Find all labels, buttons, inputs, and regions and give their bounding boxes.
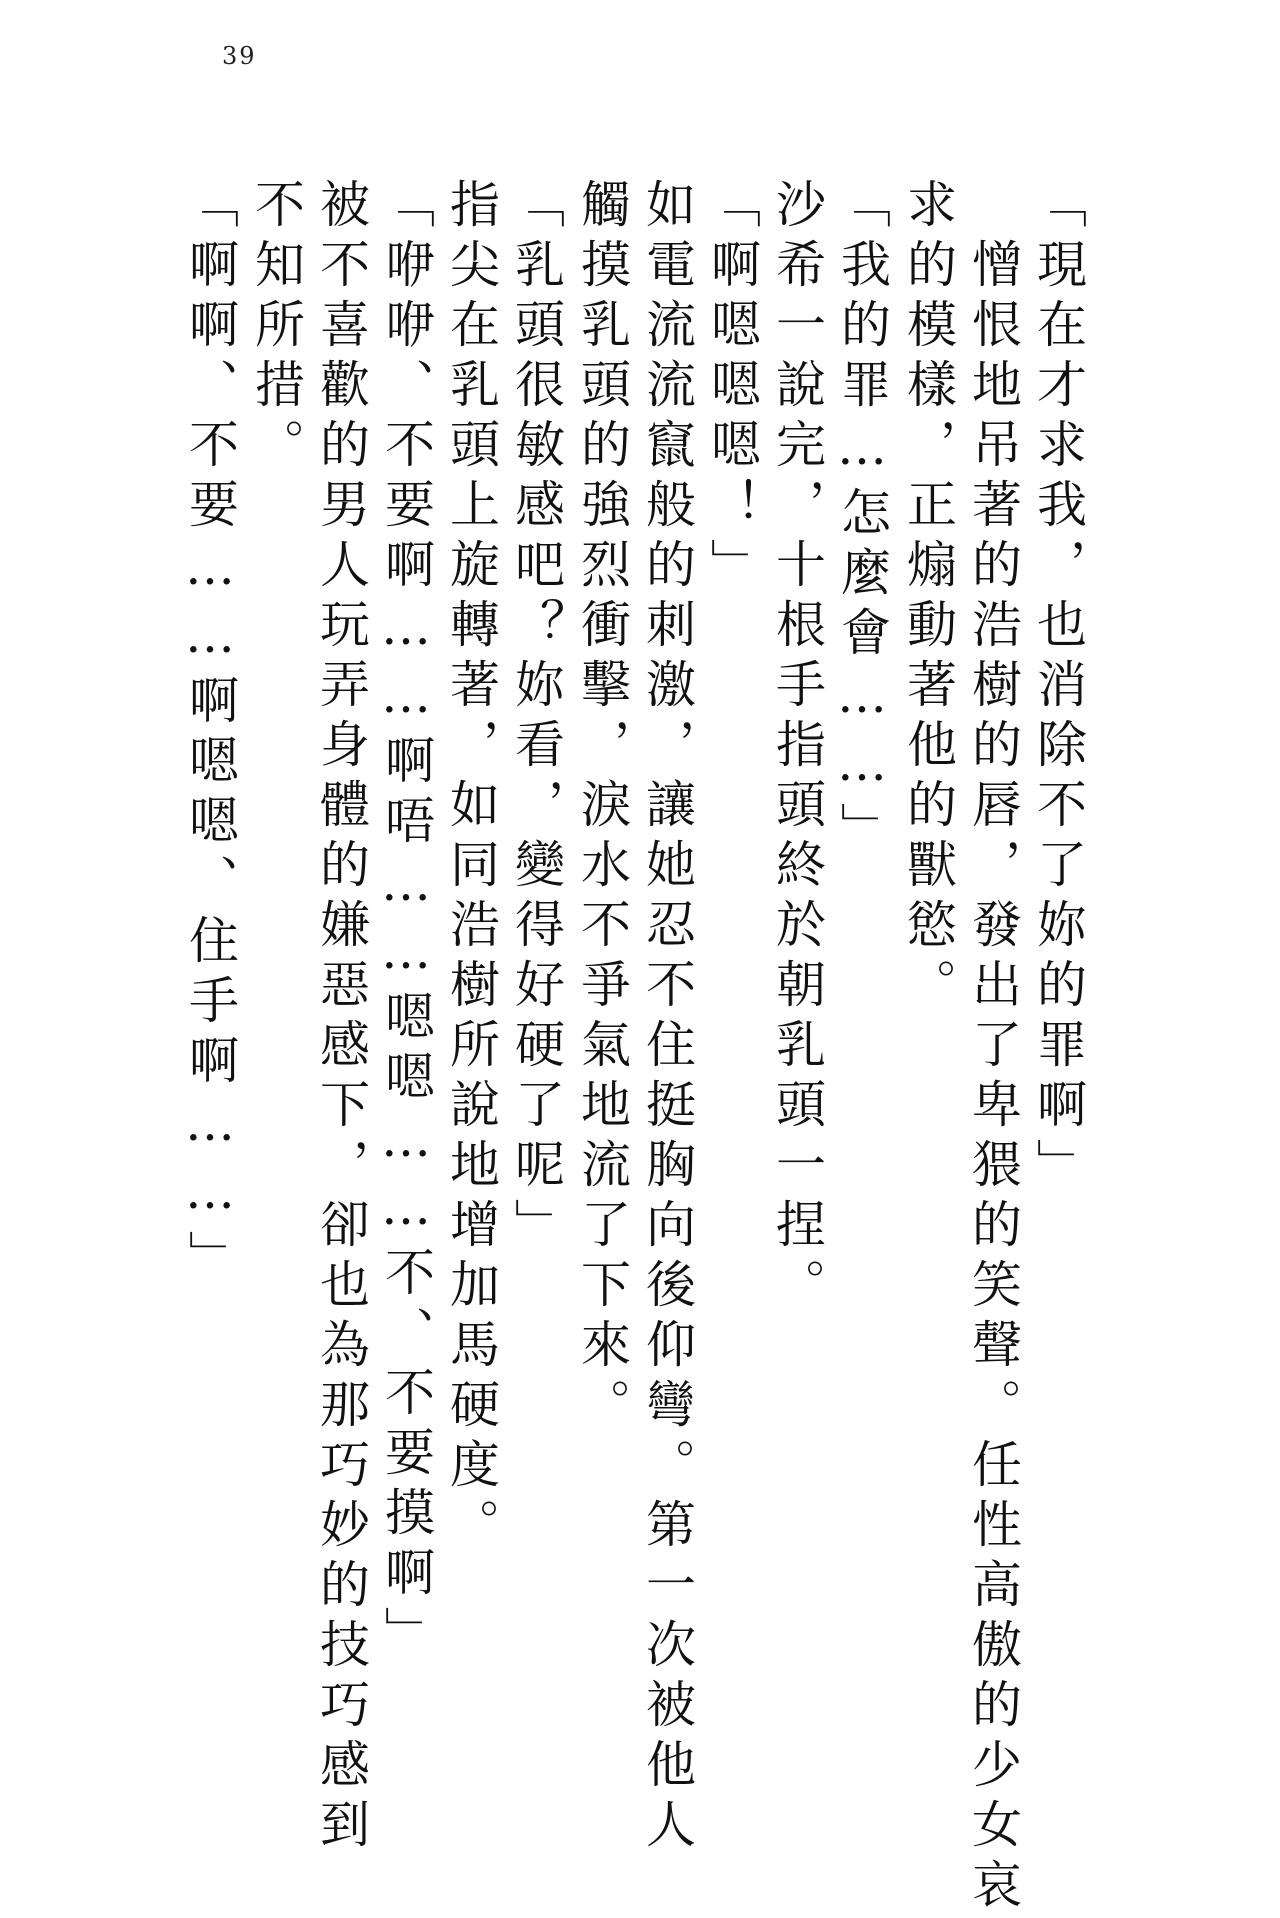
text-column: 「現在才求我，也消除不了妳的罪啊」 [1029,178,1087,1198]
text-column: 觸摸乳頭的強烈衝擊，淚水不爭氣地流了下來。 [573,178,631,1438]
text-column: 如電流流竄般的刺激，讓她忍不住挺胸向後仰彎。第一次被他人 [638,178,696,1858]
text-column: 指尖在乳頭上旋轉著，如同浩樹所說地增加馬硬度。 [442,178,500,1558]
text-column: 被不喜歡的男人玩弄身體的嫌惡感下，卻也為那巧妙的技巧感到 [312,178,370,1858]
text-column: 憎恨地吊著的浩樹的唇，發出了卑猥的笑聲。任性高傲的少女哀 [964,238,1022,1918]
page-number: 39 [222,42,257,70]
text-column: 「我的罪…怎麼會……」 [833,178,891,862]
text-column: 沙希一說完，十根手指頭終於朝乳頭一捏。 [768,178,826,1318]
text-column: 不知所措。 [247,178,305,478]
text-column: 「乳頭很敏感吧？妳看，變得好硬了呢」 [507,178,565,1258]
text-column: 「啊嗯嗯嗯！」 [703,178,761,598]
text-column: 求的模樣，正煽動著他的獸慾。 [899,178,957,1018]
text-column: 「咿咿、不要啊……啊唔……嗯嗯……不、不要摸啊」 [377,178,435,1666]
text-column: 「啊啊、不要……啊嗯嗯、住手啊……」 [181,178,239,1290]
